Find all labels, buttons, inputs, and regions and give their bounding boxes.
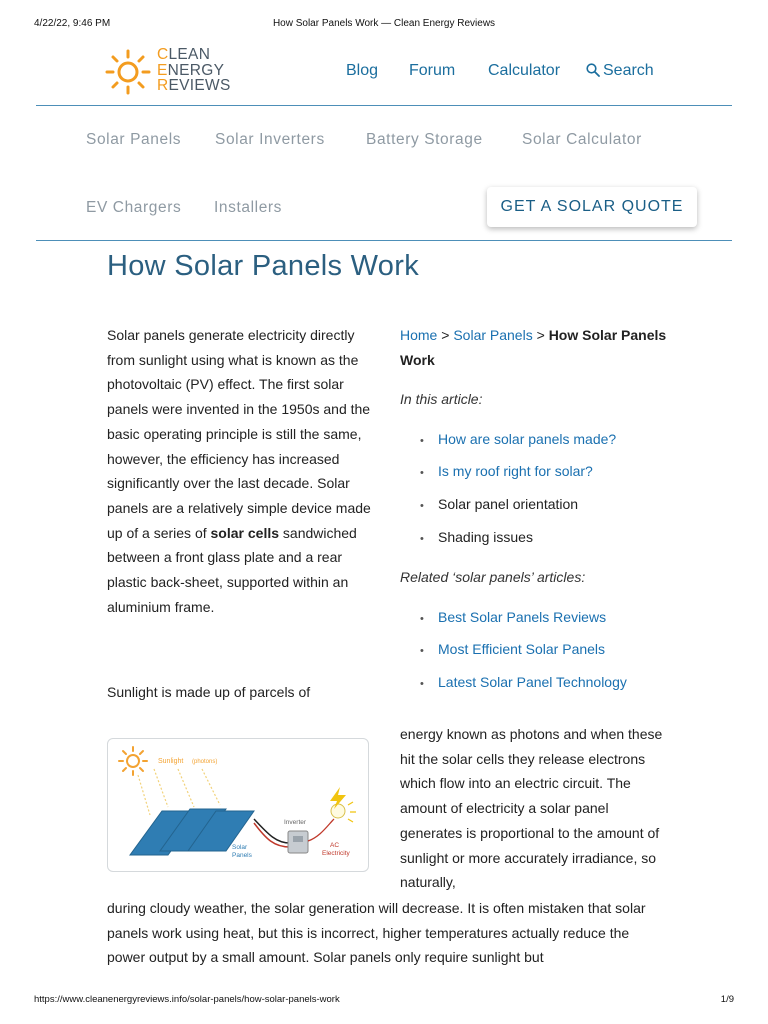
light-bulb-icon — [331, 802, 356, 822]
related-heading: Related ‘solar panels’ articles: — [400, 569, 586, 585]
sun-rays — [138, 769, 220, 815]
search-label: Search — [603, 62, 654, 79]
nav-blog-link[interactable]: Blog — [346, 62, 379, 79]
nav-search-link[interactable] — [586, 62, 654, 80]
list-item: • Solar panel orientation — [420, 496, 579, 512]
sun-icon — [119, 747, 147, 775]
print-page-title: How Solar Panels Work — Clean Energy Reviews — [272, 18, 496, 29]
nav-forum-link[interactable]: Forum — [409, 62, 456, 79]
nav-calculator-link[interactable]: Calculator — [488, 62, 561, 79]
intro-paragraph: Solar panels generate electricity directly from sunlight using what is known as the photovoltaic (PV) effect. The first solar panels were invented in the 1950s and the basic operating principle is still the same, however, the efficiency has increased significantly over the last decade. Solar panels are a relatively simple device made up of a series of solar cells sandwiched between a front glass plate and a rear plastic back-sheet, supported within an aluminium frame. — [107, 327, 371, 615]
category-ev-chargers[interactable]: EV Chargers — [86, 199, 182, 216]
sunlight-label: Sunlight — [158, 758, 184, 765]
category-solar-panels[interactable]: Solar Panels — [86, 131, 182, 148]
ac-label-1: AC — [330, 842, 340, 849]
list-item[interactable]: • Is my roof right for solar? — [420, 463, 593, 479]
sunlight-paragraph-continued: energy known as photons and when these hit the solar cells they release electrons which flow into an electric circuit. The amount of electricity a solar panel generates is proportional to the amount of sunlight or more accurately irradiance, so naturally, — [400, 726, 663, 891]
ac-label-2: Electricity — [322, 850, 350, 857]
print-datetime: 4/22/22, 9:46 PM — [34, 18, 111, 29]
site-logo-text[interactable]: CLEAN ENERGY REVIEWS — [157, 46, 231, 94]
toc-heading: In this article: — [400, 391, 483, 407]
solar-diagram — [107, 738, 369, 872]
breadcrumb-home[interactable]: Home — [400, 327, 438, 343]
print-page-number: 1/9 — [720, 994, 734, 1005]
panels-label-2: Panels — [232, 852, 252, 859]
nav-divider — [36, 240, 732, 241]
list-item: • Shading issues — [420, 529, 533, 545]
related-item[interactable]: • Most Efficient Solar Panels — [420, 641, 606, 657]
sunlight-paragraph-start: Sunlight is made up of parcels of — [107, 684, 311, 700]
solar-cells-term: solar cells — [210, 524, 280, 541]
category-installers[interactable]: Installers — [214, 199, 283, 216]
breadcrumb: Home > Solar Panels > How Solar Panels Work — [400, 327, 667, 368]
print-url: https://www.cleanenergyreviews.info/solar-panels/how-solar-panels-work — [34, 994, 340, 1005]
photons-label: (photons) — [192, 759, 218, 765]
panels-label-1: Solar — [232, 844, 248, 851]
related-item[interactable]: • Latest Solar Panel Technology — [420, 674, 627, 690]
get-solar-quote-button[interactable]: GET A SOLAR QUOTE — [487, 187, 697, 227]
inverter-label: Inverter — [284, 819, 307, 826]
sun-logo-icon[interactable] — [104, 48, 152, 96]
category-solar-calculator[interactable]: Solar Calculator — [522, 131, 642, 148]
breadcrumb-solar-panels[interactable]: Solar Panels — [453, 327, 533, 343]
category-solar-inverters[interactable]: Solar Inverters — [215, 131, 325, 148]
page-title: How Solar Panels Work — [107, 250, 419, 282]
cloudy-weather-paragraph: during cloudy weather, the solar generation will decrease. It is often mistaken that solar panels work using heat, but this is incorrect, higher temperatures actually reduce the power output by a small amount. Solar panels only require sunlight but — [107, 900, 646, 965]
category-battery-storage[interactable]: Battery Storage — [366, 131, 483, 148]
header-divider — [36, 105, 732, 106]
solar-system-illustration — [108, 739, 368, 871]
list-item[interactable]: • How are solar panels made? — [420, 431, 617, 447]
search-icon — [586, 63, 600, 77]
breadcrumb-current: How Solar Panels Work — [400, 327, 667, 368]
related-item[interactable]: • Best Solar Panels Reviews — [420, 609, 607, 625]
